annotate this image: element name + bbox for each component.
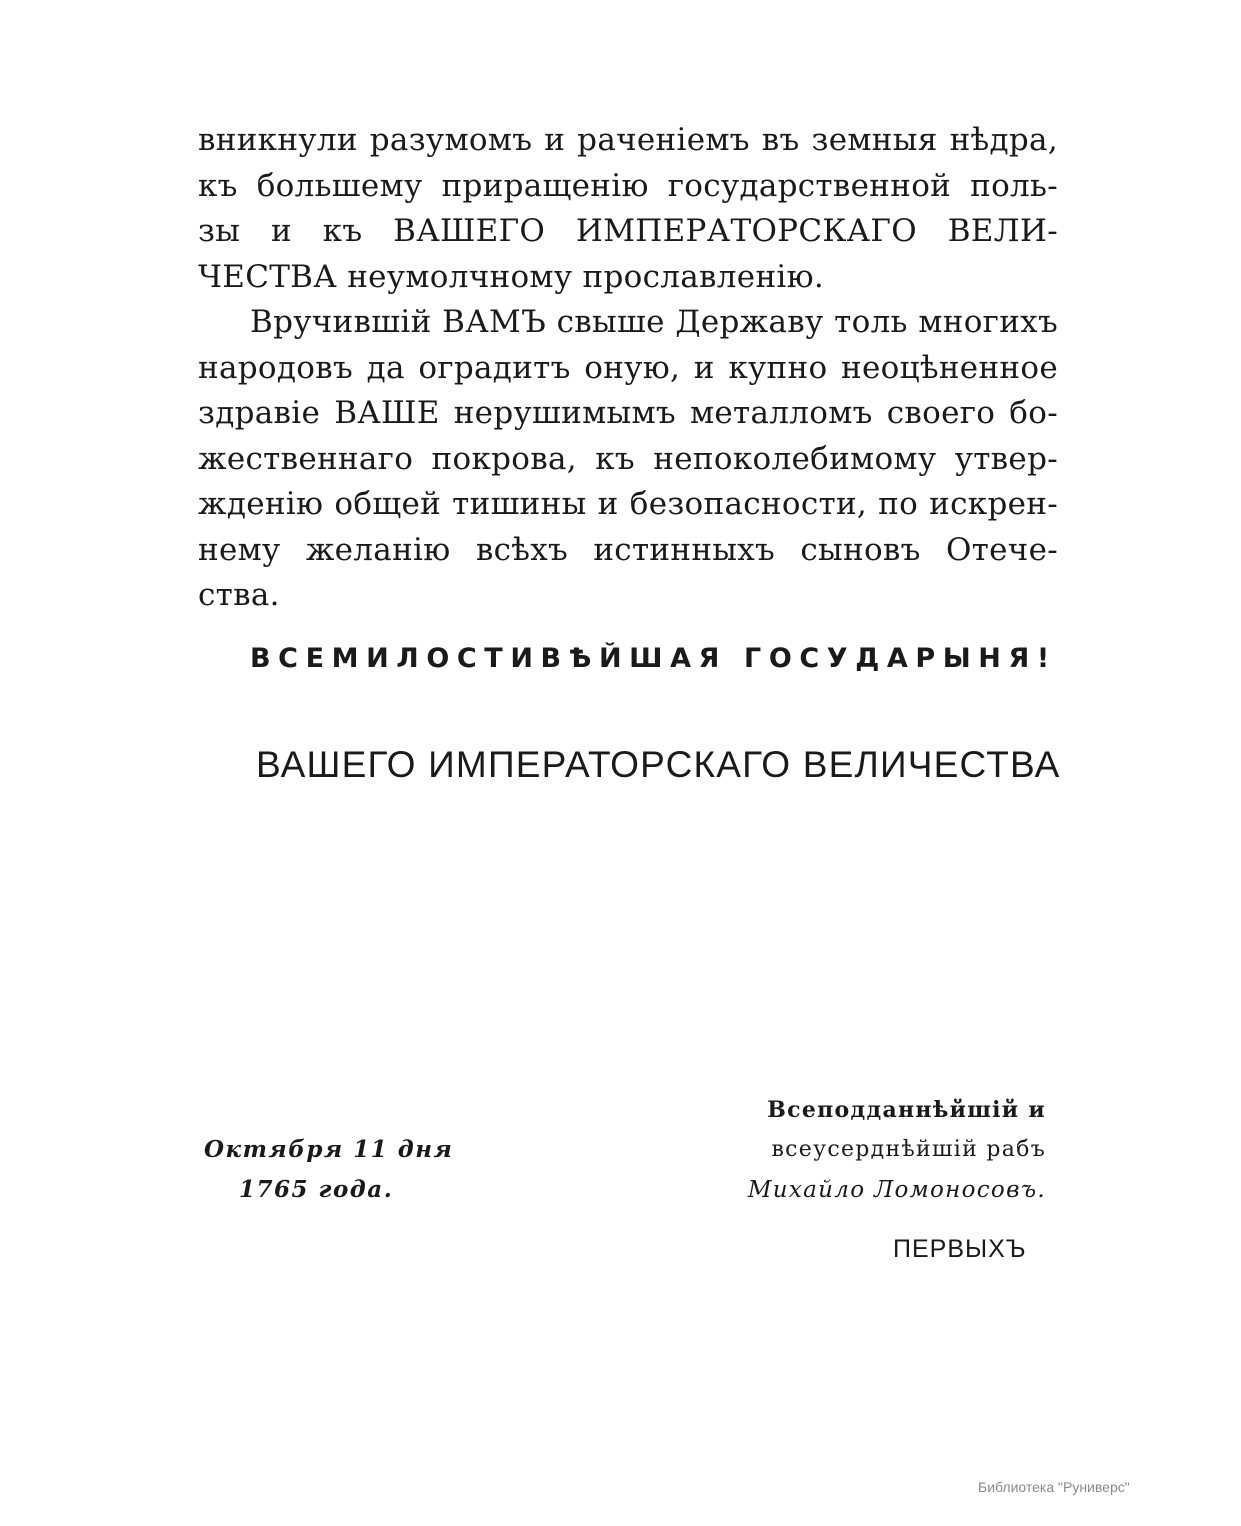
body-line: къ большему приращенiю государственной поль- [198,167,1058,204]
signature-block [740,1090,1046,1210]
body-line: вникнули разумомъ и раченiемъ въ земныя нѣдра, [198,122,1058,158]
signature-name: Михайло Ломоносовъ. [747,1177,1046,1203]
body-line: ЧЕСТВА неумолчному прославленiю. [198,258,825,295]
body-line: жденiю общей тишины и безопасности, по искрен- [198,486,1058,522]
body-line: Вручившiй ВАМЪ свыше Державу толь многихъ [250,304,1058,340]
body-line: народовъ да оградитъ оную, и купно неоцѣненное [198,349,1058,386]
body-text [198,118,1058,619]
body-line: ства. [198,577,280,613]
signature-line: всеусерднѣйшiй рабъ [771,1137,1046,1162]
body-line: здравiе ВАШЕ нерушимымъ металломъ своего бо- [198,395,1058,431]
body-line: зы и къ ВАШЕГО ИМПЕРАТОРСКАГО ВЕЛИ- [198,213,1058,249]
body-line: нему желанiю всѣхъ истинныхъ сыновъ Отече- [198,531,1058,568]
salutation: ВСЕМИЛОСТИВѢЙШАЯ ГОСУДАРЫНЯ! [250,643,1057,674]
library-watermark: Библиотека "Руниверс" [978,1479,1130,1495]
majesty-heading: ВАШЕГО ИМПЕРАТОРСКАГО ВЕЛИЧЕСТВА [256,744,1061,785]
signature-line: Всеподданнѣйшiй и [767,1097,1046,1123]
year-line: 1765 года. [239,1176,394,1203]
date-line: Октября 11 дня [204,1136,454,1163]
date-block [204,1130,453,1210]
catchword: ПЕРВЫХЪ [893,1235,1027,1263]
body-line: жественнаго покрова, къ непоколебимому утвер- [198,440,1058,477]
